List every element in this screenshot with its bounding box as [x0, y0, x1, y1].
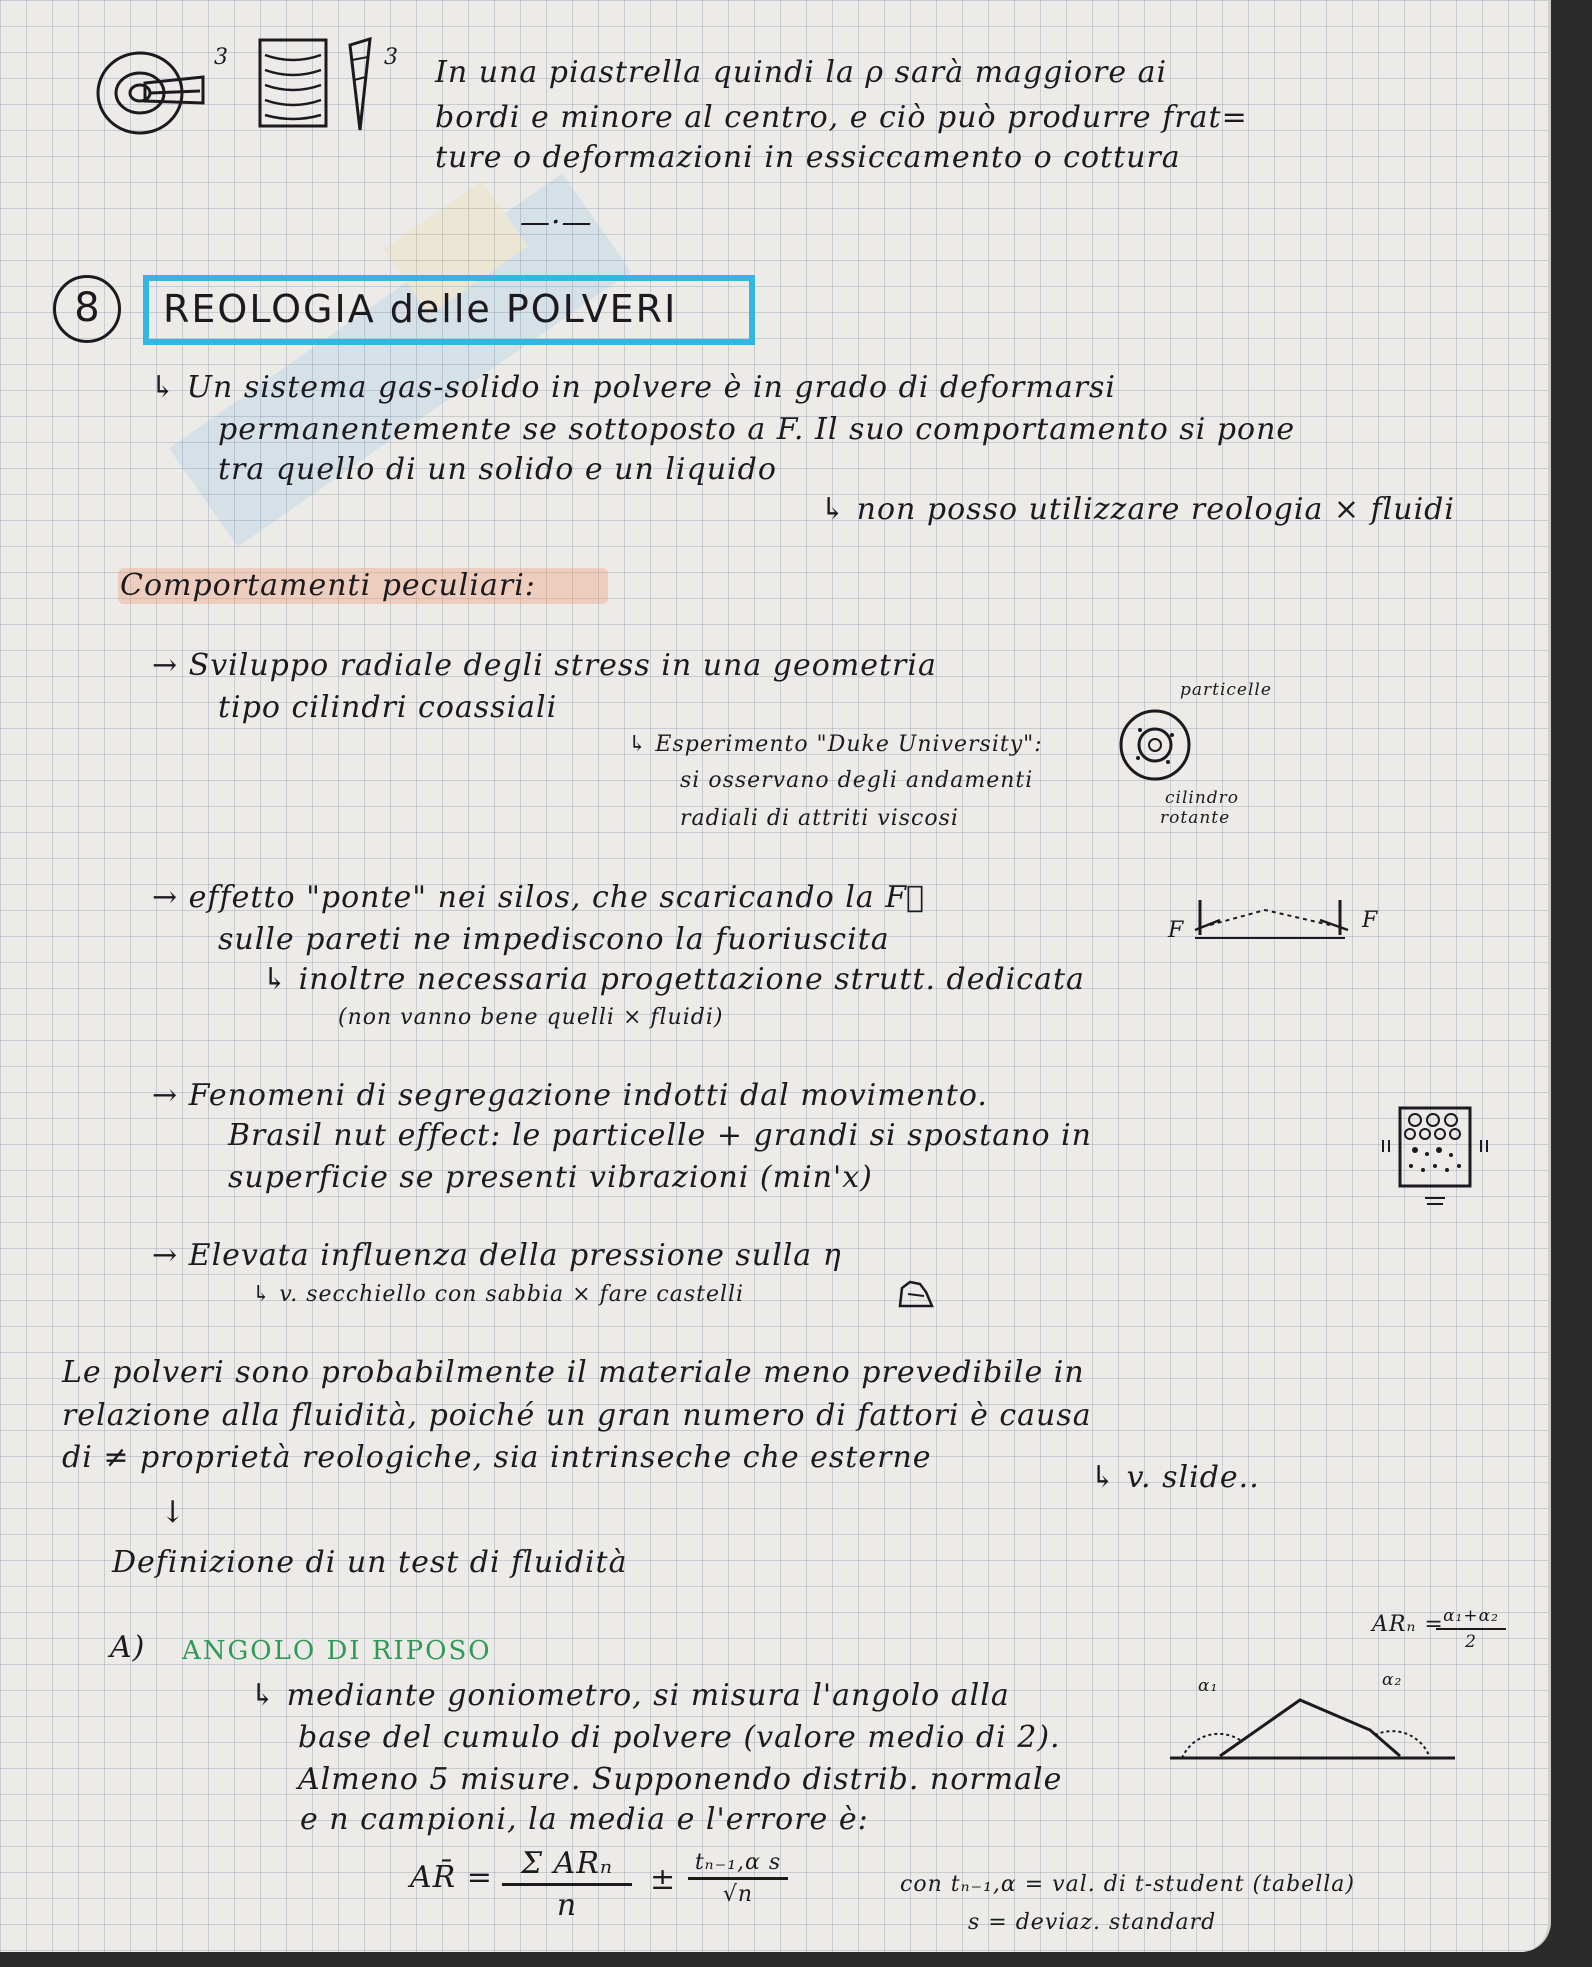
coaxial-cylinder-diagram [1110, 700, 1200, 790]
brazil-nut-container-diagram [1375, 1100, 1500, 1210]
item1-note-2: si osservano degli andamenti [680, 768, 1034, 793]
conclusion-line-2: relazione alla fluidità, poiché un gran numero di fattori è causa [62, 1398, 1092, 1433]
alpha2-label: α₂ [1382, 1670, 1403, 1690]
silo-bridge-diagram [1190, 890, 1360, 950]
sup-1: 3 [214, 45, 229, 70]
down-arrow: ↓ [160, 1495, 187, 1530]
arn-lhs: ARₙ = [1372, 1612, 1444, 1637]
mean-denominator: n [556, 1888, 578, 1923]
item3-line-2: Brasil nut effect: le particelle + grandi si spostano in [228, 1118, 1092, 1153]
fig1-label-cylinder: cilindro [1165, 788, 1240, 808]
fig2-force-right: F [1362, 908, 1379, 933]
test-a-title: ANGOLO DI RIPOSO [182, 1636, 492, 1666]
item1-note-1: ↳ Esperimento "Duke University": [628, 732, 1043, 757]
section-title: REOLOGIA delle POLVERI [163, 287, 678, 331]
intro-line-3: tra quello di un solido e un liquido [218, 452, 777, 487]
error-fraction-bar [688, 1877, 788, 1880]
arn-fraction [1436, 1606, 1506, 1652]
arn-formula [1372, 1612, 1444, 1637]
item3-line-3: superficie se presenti vibrazioni (min'x) [228, 1160, 873, 1195]
item1-note-3: radiali di attriti viscosi [680, 806, 959, 831]
item4-line-1: → Elevata influenza della pressione sulla η [152, 1238, 842, 1273]
peculiar-heading: Comportamenti peculiari: [120, 568, 536, 603]
section-number: 8 [53, 275, 121, 343]
mean-lhs: AR̄ = [410, 1860, 493, 1895]
header-line-3: ture o deformazioni in essiccamento o cottura [435, 140, 1181, 175]
test-a-line-4: e n campioni, la media e l'errore è: [300, 1802, 869, 1837]
arn-numerator: α₁+α₂ [1443, 1606, 1499, 1626]
repose-angle-cone-diagram [1170, 1690, 1460, 1770]
std-dev-note: s = deviaz. standard [968, 1910, 1217, 1935]
test-a-label: A) [110, 1630, 146, 1665]
sand-castle-icon [896, 1276, 936, 1310]
item4-line-2: ↳ v. secchiello con sabbia × fare castelli [252, 1282, 745, 1307]
t-student-note: con tₙ₋₁,α = val. di t-student (tabella) [900, 1872, 1355, 1897]
test-a-line-1: ↳ mediante goniometro, si misura l'angolo alla [250, 1678, 1010, 1713]
error-denominator: √n [722, 1882, 754, 1907]
test-a-line-3: Almeno 5 misure. Supponendo distrib. normale [298, 1762, 1063, 1797]
intro-line-2: permanentemente se sottoposto a F. Il suo comportamento si pone [218, 412, 1296, 447]
tile-cross-section-icon [255, 35, 375, 135]
conclusion-line-3: di ≠ proprietà reologiche, sia intrinseche che esterne [62, 1440, 932, 1475]
fig1-label-particles: particelle [1180, 680, 1272, 700]
conclusion-line-1: Le polveri sono probabilmente il materiale meno prevedibile in [62, 1355, 1085, 1390]
item2-line-3: ↳ inoltre necessaria progettazione strutt. dedicata [262, 962, 1085, 997]
mean-fraction [502, 1846, 632, 1923]
plus-minus: ± [650, 1862, 677, 1897]
conclusion-slide-ref: ↳ v. slide.. [1090, 1460, 1260, 1495]
mean-fraction-bar [502, 1883, 632, 1886]
sup-2: 3 [384, 45, 399, 70]
fig1-label-rotating: rotante [1160, 808, 1231, 828]
item1-line-1: → Sviluppo radiale degli stress in una geometria [152, 648, 937, 683]
item2-line-2: sulle pareti ne impediscono la fuoriuscita [218, 922, 890, 957]
watermark-logo [120, 150, 680, 570]
item3-line-1: → Fenomeni di segregazione indotti dal movimento. [152, 1078, 988, 1113]
conclusion-line-4: Definizione di un test di fluidità [112, 1545, 628, 1580]
test-a-line-2: base del cumulo di polvere (valore medio di 2). [298, 1720, 1061, 1755]
error-fraction [688, 1850, 788, 1907]
target-doodle-icon [85, 45, 225, 145]
fig2-force-left: F [1168, 918, 1185, 943]
arn-fraction-bar [1436, 1628, 1506, 1630]
alpha1-label: α₁ [1198, 1676, 1219, 1696]
mean-numerator: Σ ARₙ [520, 1846, 614, 1881]
intro-line-1: ↳ Un sistema gas-solido in polvere è in grado di deformarsi [150, 370, 1117, 405]
intro-line-4: ↳ non posso utilizzare reologia × fluidi [820, 492, 1455, 527]
arn-denominator: 2 [1465, 1632, 1477, 1652]
error-numerator: tₙ₋₁,α s [694, 1850, 782, 1875]
header-line-1: In una piastrella quindi la ρ sarà maggiore ai [435, 55, 1168, 90]
item2-line-1: → effetto "ponte" nei silos, che scaricando la F⃗ [152, 880, 926, 915]
item1-line-2: tipo cilindri coassiali [218, 690, 558, 725]
item2-line-4: (non vanno bene quelli × fluidi) [338, 1005, 724, 1030]
header-line-2: bordi e minore al centro, e ciò può produrre frat= [435, 100, 1248, 135]
section-title-box [143, 275, 755, 345]
separator: —·— [520, 205, 593, 240]
